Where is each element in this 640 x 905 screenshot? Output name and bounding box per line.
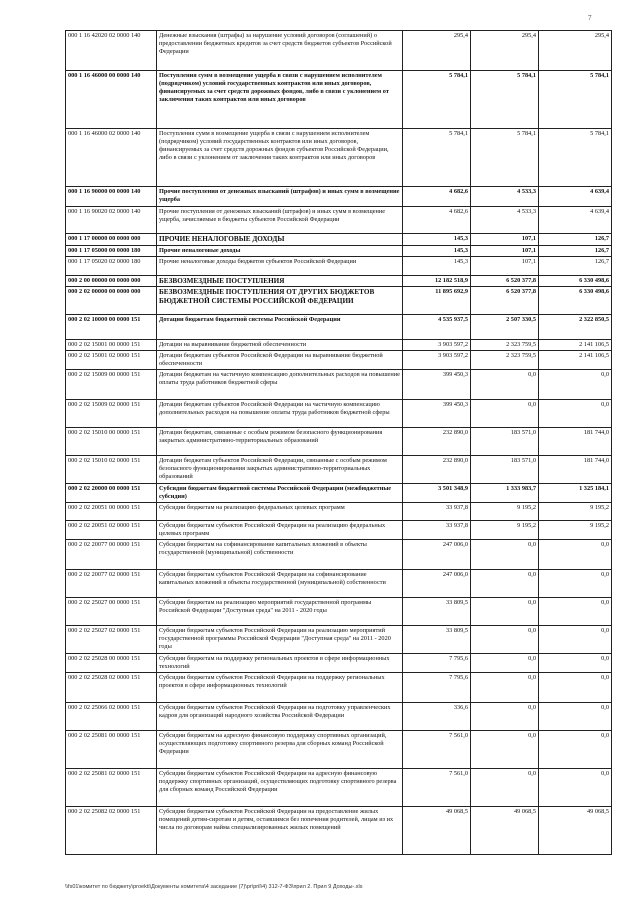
page-mark: 7: [588, 14, 592, 22]
amount-cell-3: 181 744,0: [539, 456, 612, 484]
table-row: [66, 71, 612, 129]
budget-code-cell: 000 2 02 20077 00 0000 151: [66, 540, 157, 570]
amount-cell-1: 33 809,5: [403, 598, 471, 626]
revenue-name-cell: БЕЗВОЗМЕЗДНЫЕ ПОСТУПЛЕНИЯ: [157, 275, 403, 287]
budget-code-cell: 000 2 02 25028 00 0000 151: [66, 654, 157, 673]
amount-cell-2: 0,0: [471, 654, 539, 673]
table-row: [66, 187, 612, 207]
budget-code-cell: 000 2 02 15009 02 0000 151: [66, 400, 157, 428]
table-row: [66, 207, 612, 234]
revenue-name-cell: Денежные взыскания (штрафы) за нарушение условий договоров (соглашений) о предоставлении бюджетных кредитов за счет средств бюджетов субъектов Российской Федерации: [157, 31, 403, 71]
amount-cell-2: 0,0: [471, 626, 539, 654]
table-row: [66, 484, 612, 503]
amount-cell-1: 11 895 692,9: [403, 287, 471, 315]
amount-cell-3: 0,0: [539, 654, 612, 673]
amount-cell-3: 0,0: [539, 598, 612, 626]
revenue-name-cell: БЕЗВОЗМЕЗДНЫЕ ПОСТУПЛЕНИЯ ОТ ДРУГИХ БЮДЖЕТОВ БЮДЖЕТНОЙ СИСТЕМЫ РОССИЙСКОЙ ФЕДЕРАЦИИ: [157, 287, 403, 315]
table-row: [66, 731, 612, 769]
amount-cell-1: 145,3: [403, 256, 471, 275]
table-row: [66, 340, 612, 351]
amount-cell-2: 0,0: [471, 673, 539, 703]
amount-cell-1: 3 903 597,2: [403, 351, 471, 370]
amount-cell-2: 9 195,2: [471, 521, 539, 540]
budget-code-cell: 000 2 02 20051 02 0000 151: [66, 521, 157, 540]
amount-cell-1: 232 890,0: [403, 456, 471, 484]
table-row: [66, 428, 612, 456]
amount-cell-3: 295,4: [539, 31, 612, 71]
budget-code-cell: 000 2 00 00000 00 0000 000: [66, 275, 157, 287]
budget-code-cell: 000 2 02 25081 00 0000 151: [66, 731, 157, 769]
amount-cell-1: 5 784,1: [403, 71, 471, 129]
budget-code-cell: 000 2 02 00000 00 0000 000: [66, 287, 157, 315]
table-row: [66, 400, 612, 428]
revenue-name-cell: Дотации бюджетам субъектов Российской Федерации на выравнивание бюджетной обеспеченности: [157, 351, 403, 370]
amount-cell-2: 0,0: [471, 370, 539, 400]
revenue-name-cell: Субсидии бюджетам на реализацию федеральных целевых программ: [157, 503, 403, 521]
amount-cell-3: 2 141 106,5: [539, 351, 612, 370]
budget-code-cell: 000 1 17 00000 00 0000 000: [66, 234, 157, 246]
table-row: [66, 807, 612, 855]
budget-code-cell: 000 2 02 25081 02 0000 151: [66, 769, 157, 807]
revenue-name-cell: Субсидии бюджетам субъектов Российской Федерации на реализацию федеральных целевых программ: [157, 521, 403, 540]
budget-code-cell: 000 2 02 20000 00 0000 151: [66, 484, 157, 503]
budget-code-cell: 000 2 02 15010 00 0000 151: [66, 428, 157, 456]
amount-cell-3: 4 639,4: [539, 187, 612, 207]
amount-cell-1: 49 068,5: [403, 807, 471, 855]
amount-cell-2: 295,4: [471, 31, 539, 71]
revenue-name-cell: Дотации на выравнивание бюджетной обеспеченности: [157, 340, 403, 351]
table-row: [66, 456, 612, 484]
amount-cell-2: 5 784,1: [471, 129, 539, 187]
amount-cell-2: 6 520 377,8: [471, 275, 539, 287]
amount-cell-3: 6 330 498,6: [539, 275, 612, 287]
amount-cell-1: 33 809,5: [403, 626, 471, 654]
revenue-name-cell: Субсидии бюджетам на реализацию мероприятий государственной программы Российской Федерации "Доступная среда" на 2011 - 2020 годы: [157, 598, 403, 626]
amount-cell-1: 7 795,6: [403, 673, 471, 703]
table-row: [66, 370, 612, 400]
budget-code-cell: 000 1 16 46000 02 0000 140: [66, 129, 157, 187]
amount-cell-1: 3 501 348,9: [403, 484, 471, 503]
table-row: [66, 570, 612, 598]
budget-code-cell: 000 2 02 10000 00 0000 151: [66, 315, 157, 340]
budget-code-cell: 000 2 02 25082 02 0000 151: [66, 807, 157, 855]
budget-code-cell: 000 2 02 20077 02 0000 151: [66, 570, 157, 598]
amount-cell-1: 3 903 597,2: [403, 340, 471, 351]
budget-code-cell: 000 2 02 25028 02 0000 151: [66, 673, 157, 703]
revenue-name-cell: Субсидии бюджетам на поддержку региональных проектов в сфере информационных технологий: [157, 654, 403, 673]
amount-cell-3: 2 322 850,5: [539, 315, 612, 340]
budget-code-cell: 000 1 17 05020 02 0000 180: [66, 256, 157, 275]
amount-cell-1: 247 006,0: [403, 570, 471, 598]
table-row: [66, 315, 612, 340]
budget-code-cell: 000 1 16 46000 00 0000 140: [66, 71, 157, 129]
amount-cell-1: 33 937,8: [403, 503, 471, 521]
revenue-name-cell: Субсидии бюджетам субъектов Российской Федерации на поддержку региональных проектов в сфере информационных технологий: [157, 673, 403, 703]
amount-cell-3: 0,0: [539, 570, 612, 598]
table-row: [66, 351, 612, 370]
revenue-name-cell: Субсидии бюджетам субъектов Российской Федерации на предоставление жилых помещений детям-сиротам и детям, оставшимся без попечения родителей, лицам из их числа по договорам найма специализированных жилых помещений: [157, 807, 403, 855]
revenue-name-cell: Субсидии бюджетам субъектов Российской Федерации на софинансирование капитальных вложений в объекты государственной (муниципальной) собственности: [157, 570, 403, 598]
amount-cell-2: 0,0: [471, 570, 539, 598]
amount-cell-2: 4 533,3: [471, 207, 539, 234]
budget-code-cell: 000 2 02 25027 00 0000 151: [66, 598, 157, 626]
amount-cell-2: 107,1: [471, 234, 539, 246]
amount-cell-2: 0,0: [471, 703, 539, 731]
amount-cell-3: 126,7: [539, 245, 612, 256]
amount-cell-3: 0,0: [539, 400, 612, 428]
amount-cell-1: 4 682,6: [403, 187, 471, 207]
amount-cell-3: 9 195,2: [539, 521, 612, 540]
amount-cell-2: 1 333 983,7: [471, 484, 539, 503]
table-row: [66, 598, 612, 626]
amount-cell-1: 399 450,3: [403, 370, 471, 400]
amount-cell-2: 5 784,1: [471, 71, 539, 129]
budget-code-cell: 000 2 02 15001 00 0000 151: [66, 340, 157, 351]
amount-cell-2: 183 571,0: [471, 428, 539, 456]
revenue-name-cell: Субсидии бюджетам субъектов Российской Федерации на подготовку управленческих кадров для организаций народного хозяйства Российской Федерации: [157, 703, 403, 731]
amount-cell-3: 126,7: [539, 234, 612, 246]
revenue-name-cell: Субсидии бюджетам на адресную финансовую поддержку спортивных организаций, осуществляющих подготовку спортивного резерва для сборных команд Российской Федерации: [157, 731, 403, 769]
amount-cell-3: 0,0: [539, 673, 612, 703]
budget-code-cell: 000 1 16 90020 02 0000 140: [66, 207, 157, 234]
amount-cell-2: 6 520 377,8: [471, 287, 539, 315]
amount-cell-3: 4 639,4: [539, 207, 612, 234]
amount-cell-1: 33 937,8: [403, 521, 471, 540]
amount-cell-3: 0,0: [539, 540, 612, 570]
table-row: [66, 129, 612, 187]
table-row: [66, 521, 612, 540]
amount-cell-3: 0,0: [539, 703, 612, 731]
amount-cell-2: 9 195,2: [471, 503, 539, 521]
amount-cell-3: 0,0: [539, 769, 612, 807]
amount-cell-1: 7 561,0: [403, 731, 471, 769]
table-row: [66, 234, 612, 246]
table-row: [66, 654, 612, 673]
amount-cell-2: 0,0: [471, 400, 539, 428]
amount-cell-3: 6 330 498,6: [539, 287, 612, 315]
table-row: [66, 769, 612, 807]
amount-cell-1: 145,3: [403, 245, 471, 256]
budget-code-cell: 000 2 02 20051 00 0000 151: [66, 503, 157, 521]
amount-cell-2: 2 323 759,5: [471, 351, 539, 370]
table-row: [66, 673, 612, 703]
amount-cell-3: 5 784,1: [539, 129, 612, 187]
amount-cell-2: 0,0: [471, 769, 539, 807]
revenue-table: [65, 30, 612, 855]
revenue-name-cell: Дотации бюджетам субъектов Российской Федерации, связанные с особым режимом безопасного функционирования закрытых административно-территориальных образований: [157, 456, 403, 484]
revenue-name-cell: Прочие поступления от денежных взысканий (штрафов) и иных сумм в возмещение ущерба: [157, 187, 403, 207]
budget-code-cell: 000 2 02 15009 00 0000 151: [66, 370, 157, 400]
amount-cell-1: 232 890,0: [403, 428, 471, 456]
amount-cell-1: 7 795,6: [403, 654, 471, 673]
amount-cell-1: 12 182 518,9: [403, 275, 471, 287]
budget-code-cell: 000 2 02 15010 02 0000 151: [66, 456, 157, 484]
amount-cell-1: 145,3: [403, 234, 471, 246]
amount-cell-3: 126,7: [539, 256, 612, 275]
amount-cell-3: 1 325 184,1: [539, 484, 612, 503]
budget-code-cell: 000 1 17 05000 00 0000 180: [66, 245, 157, 256]
table-row: [66, 275, 612, 287]
amount-cell-2: 107,1: [471, 245, 539, 256]
revenue-name-cell: Поступления сумм в возмещение ущерба в связи с нарушением исполнителем (подрядчиком) условий государственных контрактов или иных договоров, финансируемых за счет средств дорожных фондов субъектов Российской Федерации, либо в связи с уклонением от заключения таких контрактов или иных договоров: [157, 129, 403, 187]
amount-cell-1: 336,6: [403, 703, 471, 731]
amount-cell-1: 4 682,6: [403, 207, 471, 234]
revenue-name-cell: Прочие поступления от денежных взысканий (штрафов) и иных сумм в возмещение ущерба, зачисляемые в бюджеты субъектов Российской Федерации: [157, 207, 403, 234]
revenue-name-cell: Субсидии бюджетам субъектов Российской Федерации на адресную финансовую поддержку спортивных организаций, осуществляющих подготовку спортивного резерва для сборных команд Российской Федерации: [157, 769, 403, 807]
budget-code-cell: 000 2 02 15001 02 0000 151: [66, 351, 157, 370]
amount-cell-1: 247 006,0: [403, 540, 471, 570]
budget-code-cell: 000 2 02 25066 02 0000 151: [66, 703, 157, 731]
amount-cell-1: 4 535 937,5: [403, 315, 471, 340]
budget-code-cell: 000 1 16 42020 02 0000 140: [66, 31, 157, 71]
amount-cell-2: 107,1: [471, 256, 539, 275]
amount-cell-3: 0,0: [539, 370, 612, 400]
revenue-name-cell: ПРОЧИЕ НЕНАЛОГОВЫЕ ДОХОДЫ: [157, 234, 403, 246]
amount-cell-3: 49 068,5: [539, 807, 612, 855]
amount-cell-2: 2 507 330,5: [471, 315, 539, 340]
revenue-name-cell: Дотации бюджетам бюджетной системы Российской Федерации: [157, 315, 403, 340]
revenue-name-cell: Поступления сумм в возмещение ущерба в связи с нарушением исполнителем (подрядчиком) условий государственных контрактов или иных договоров, финансируемых за счет средств дорожных фондов, либо в связи с уклонением от заключения таких контрактов или иных договоров: [157, 71, 403, 129]
table-row: [66, 503, 612, 521]
amount-cell-1: 7 561,0: [403, 769, 471, 807]
amount-cell-3: 2 141 106,5: [539, 340, 612, 351]
amount-cell-2: 2 323 759,5: [471, 340, 539, 351]
amount-cell-2: 183 571,0: [471, 456, 539, 484]
amount-cell-2: 0,0: [471, 540, 539, 570]
table-row: [66, 540, 612, 570]
amount-cell-3: 5 784,1: [539, 71, 612, 129]
table-row: [66, 256, 612, 275]
amount-cell-2: 0,0: [471, 731, 539, 769]
amount-cell-1: 399 450,3: [403, 400, 471, 428]
amount-cell-3: 181 744,0: [539, 428, 612, 456]
table-row: [66, 626, 612, 654]
amount-cell-2: 0,0: [471, 598, 539, 626]
amount-cell-3: 0,0: [539, 626, 612, 654]
revenue-name-cell: Субсидии бюджетам субъектов Российской Федерации на реализацию мероприятий государственной программы Российской Федерации "Доступная среда" на 2011 - 2020 годы: [157, 626, 403, 654]
revenue-name-cell: Субсидии бюджетам бюджетной системы Российской Федерации (межбюджетные субсидии): [157, 484, 403, 503]
amount-cell-3: 0,0: [539, 731, 612, 769]
amount-cell-2: 49 068,5: [471, 807, 539, 855]
table-row: [66, 703, 612, 731]
file-path-footer: \\fs01\комитет по бюджету\proekti\Документы комитета\4 заседание (7)\pr\pril\4) 312-7-ФЗ\прил 2. Прил 9 Доходы-.xls: [65, 884, 363, 890]
table-row: [66, 245, 612, 256]
revenue-name-cell: Прочие неналоговые доходы: [157, 245, 403, 256]
amount-cell-1: 295,4: [403, 31, 471, 71]
revenue-name-cell: Дотации бюджетам на частичную компенсацию дополнительных расходов на повышение оплаты труда работников бюджетной сферы: [157, 370, 403, 400]
revenue-name-cell: Дотации бюджетам субъектов Российской Федерации на частичную компенсацию дополнительных расходов на повышение оплаты труда работников бюджетной сферы: [157, 400, 403, 428]
revenue-name-cell: Субсидии бюджетам на софинансирование капитальных вложений в объекты государственной (муниципальной) собственности: [157, 540, 403, 570]
budget-code-cell: 000 1 16 90000 00 0000 140: [66, 187, 157, 207]
table-row: [66, 31, 612, 71]
revenue-name-cell: Прочие неналоговые доходы бюджетов субъектов Российской Федерации: [157, 256, 403, 275]
table-row: [66, 287, 612, 315]
amount-cell-1: 5 784,1: [403, 129, 471, 187]
amount-cell-3: 9 195,2: [539, 503, 612, 521]
amount-cell-2: 4 533,3: [471, 187, 539, 207]
budget-code-cell: 000 2 02 25027 02 0000 151: [66, 626, 157, 654]
revenue-name-cell: Дотации бюджетам, связанные с особым режимом безопасного функционирования закрытых административно-территориальных образований: [157, 428, 403, 456]
